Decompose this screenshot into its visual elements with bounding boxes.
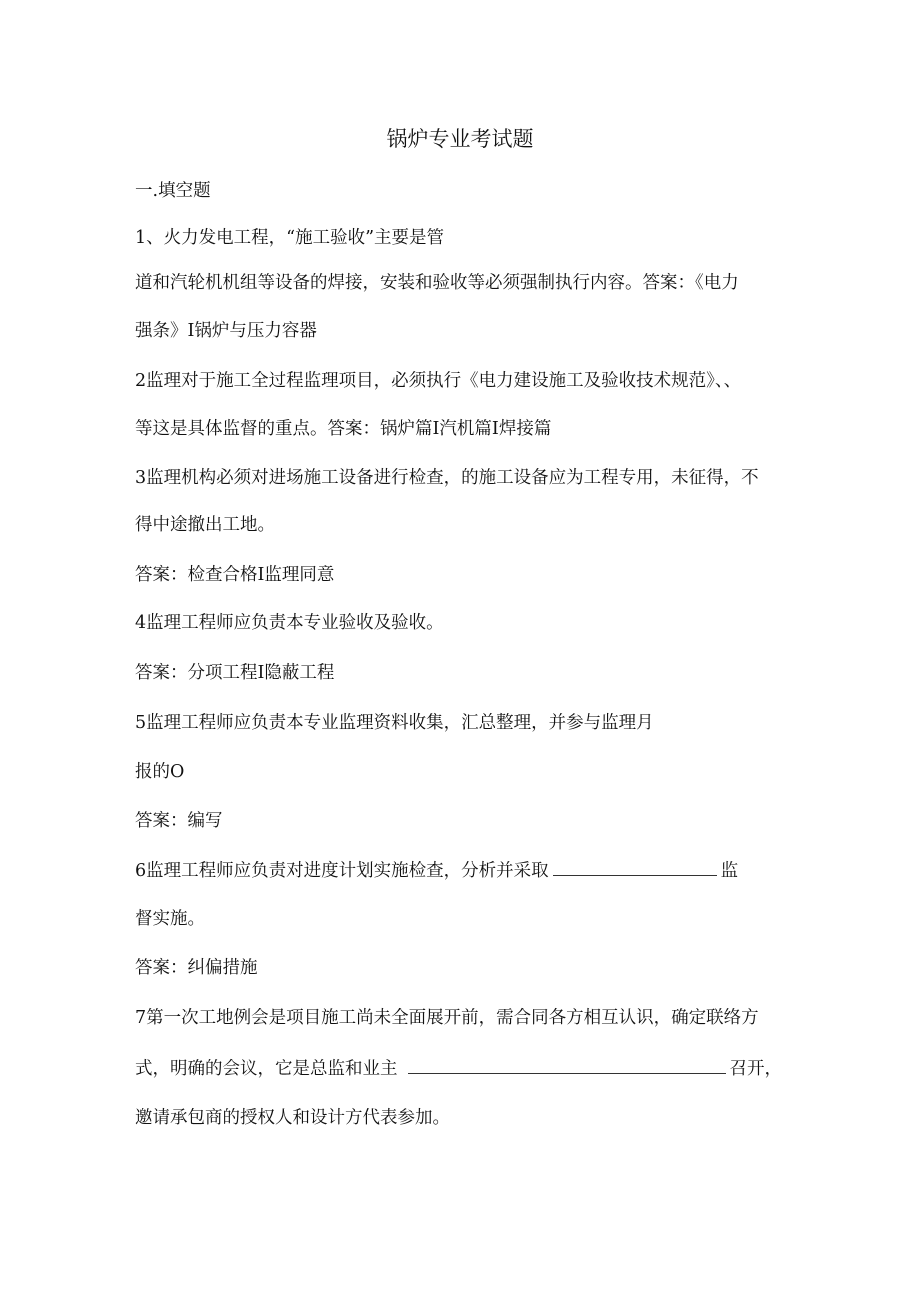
section-heading: 一.填空题 [135,181,211,201]
question-7-text-after-blank: 召开， [729,1059,782,1079]
question-6-line-2: 督实施。 [135,909,205,929]
question-1-line-2: 道和汽轮机机组等设备的焊接，安装和验收等必须强制执行内容。答案：《电力 [135,273,739,293]
question-6-answer: 答案：纠偏措施 [135,958,258,978]
page-title: 锅炉专业考试题 [386,127,534,151]
question-4-answer: 答案：分项工程I隐蔽工程 [135,663,335,683]
question-7-text-before-blank: 式，明确的会议，它是总监和业主 [135,1059,398,1079]
question-4-line-1: 4监理工程师应负责本专业验收及验收。 [135,613,444,633]
question-5-line-2: 报的O [135,762,185,782]
question-6-line-1 [135,857,738,884]
question-2-line-2: 等这是具体监督的重点。答案：锅炉篇I汽机篇I焊接篇 [135,419,552,439]
question-7-line-1: 7第一次工地例会是项目施工尚未全面展开前，需合同各方相互认识，确定联络方 [135,1008,759,1028]
question-3-line-1: 3监理机构必须对进场施工设备进行检查，的施工设备应为工程专用，未征得，不 [135,468,759,488]
question-1-line-3: 强条》I锅炉与压力容器 [135,321,317,341]
question-1-line-1: 1、火力发电工程，“施工验收”主要是管 [135,228,445,248]
question-5-answer: 答案：编写 [135,811,223,831]
fill-in-blank [408,1055,726,1074]
question-7-line-2 [135,1055,782,1082]
question-5-line-1: 5监理工程师应负责本专业监理资料收集，汇总整理，并参与监理月 [135,713,654,733]
question-6-text-before-blank: 6监理工程师应负责对进度计划实施检查，分析并采取 [135,861,549,881]
question-2-line-1: 2监理对于施工全过程监理项目，必须执行《电力建设施工及验收技术规范》、、 [135,371,742,391]
question-3-answer: 答案：检查合格I监理同意 [135,565,335,585]
question-7-line-3: 邀请承包商的授权人和设计方代表参加。 [135,1108,450,1128]
fill-in-blank [553,857,717,876]
question-3-line-2: 得中途撤出工地。 [135,515,275,535]
question-6-text-after-blank: 监 [720,861,739,881]
